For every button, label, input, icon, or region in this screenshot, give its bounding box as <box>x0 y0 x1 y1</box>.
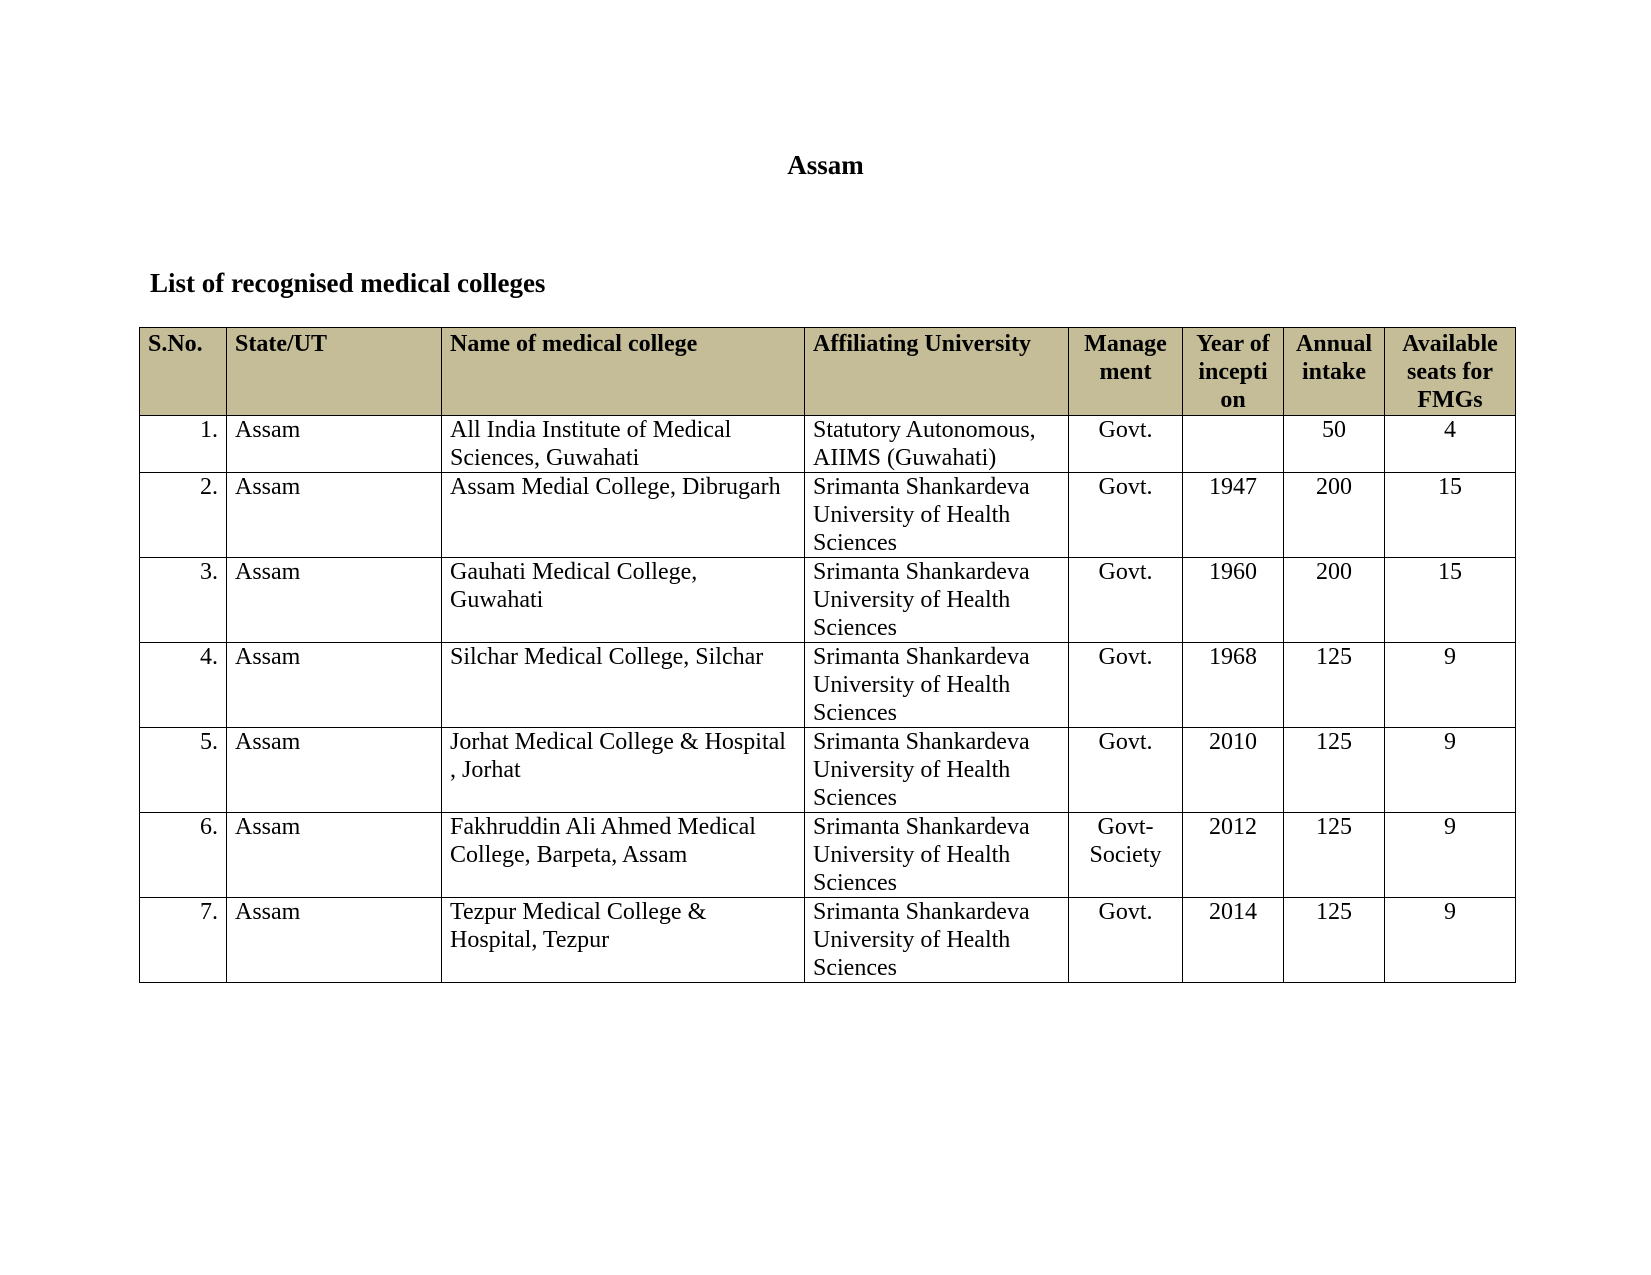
table-row <box>140 813 1516 898</box>
cell-college-name: Fakhruddin Ali Ahmed Medical College, Barpeta, Assam <box>442 813 805 898</box>
cell-year <box>1183 416 1284 473</box>
cell-university: Srimanta Shankardeva University of Health Sciences <box>805 728 1069 813</box>
cell-intake: 125 <box>1284 643 1385 728</box>
cell-intake: 125 <box>1284 813 1385 898</box>
table-row <box>140 558 1516 643</box>
cell-intake: 200 <box>1284 473 1385 558</box>
cell-year: 1947 <box>1183 473 1284 558</box>
cell-college-name: Silchar Medical College, Silchar <box>442 643 805 728</box>
cell-intake: 125 <box>1284 898 1385 983</box>
cell-state: Assam <box>227 898 442 983</box>
cell-seats: 9 <box>1385 728 1516 813</box>
table-row <box>140 416 1516 473</box>
header-college-name: Name of medical college <box>442 328 805 416</box>
header-year-of-inception: Year of incepti on <box>1183 328 1284 416</box>
cell-management: Govt. <box>1069 728 1183 813</box>
cell-seats: 9 <box>1385 643 1516 728</box>
cell-sno: 4. <box>140 643 227 728</box>
cell-state: Assam <box>227 643 442 728</box>
cell-college-name: Jorhat Medical College & Hospital , Jorhat <box>442 728 805 813</box>
cell-college-name: Assam Medial College, Dibrugarh <box>442 473 805 558</box>
cell-university: Srimanta Shankardeva University of Health Sciences <box>805 813 1069 898</box>
cell-year: 2010 <box>1183 728 1284 813</box>
cell-seats: 9 <box>1385 898 1516 983</box>
cell-seats: 9 <box>1385 813 1516 898</box>
cell-university: Srimanta Shankardeva University of Health Sciences <box>805 643 1069 728</box>
cell-intake: 200 <box>1284 558 1385 643</box>
cell-state: Assam <box>227 728 442 813</box>
cell-management: Govt. <box>1069 416 1183 473</box>
cell-sno: 1. <box>140 416 227 473</box>
cell-seats: 15 <box>1385 558 1516 643</box>
header-annual-intake: Annual intake <box>1284 328 1385 416</box>
cell-sno: 6. <box>140 813 227 898</box>
cell-management: Govt. <box>1069 473 1183 558</box>
header-state: State/UT <box>227 328 442 416</box>
cell-sno: 3. <box>140 558 227 643</box>
cell-college-name: Gauhati Medical College, Guwahati <box>442 558 805 643</box>
cell-year: 2012 <box>1183 813 1284 898</box>
cell-sno: 7. <box>140 898 227 983</box>
table-row <box>140 643 1516 728</box>
header-management: Manage ment <box>1069 328 1183 416</box>
cell-year: 1968 <box>1183 643 1284 728</box>
cell-seats: 4 <box>1385 416 1516 473</box>
cell-university: Srimanta Shankardeva University of Health Sciences <box>805 898 1069 983</box>
header-sno: S.No. <box>140 328 227 416</box>
cell-university: Srimanta Shankardeva University of Health Sciences <box>805 558 1069 643</box>
cell-management: Govt- Society <box>1069 813 1183 898</box>
cell-sno: 2. <box>140 473 227 558</box>
cell-management: Govt. <box>1069 558 1183 643</box>
table-row <box>140 898 1516 983</box>
header-available-seats: Available seats for FMGs <box>1385 328 1516 416</box>
section-heading: List of recognised medical colleges <box>150 268 546 298</box>
cell-state: Assam <box>227 813 442 898</box>
page-title: Assam <box>787 150 864 180</box>
cell-year: 1960 <box>1183 558 1284 643</box>
cell-state: Assam <box>227 558 442 643</box>
cell-management: Govt. <box>1069 898 1183 983</box>
header-affiliating-university: Affiliating University <box>805 328 1069 416</box>
cell-seats: 15 <box>1385 473 1516 558</box>
cell-management: Govt. <box>1069 643 1183 728</box>
table-header-row <box>140 328 1516 416</box>
cell-university: Statutory Autonomous, AIIMS (Guwahati) <box>805 416 1069 473</box>
cell-state: Assam <box>227 473 442 558</box>
cell-intake: 50 <box>1284 416 1385 473</box>
cell-college-name: Tezpur Medical College & Hospital, Tezpur <box>442 898 805 983</box>
cell-year: 2014 <box>1183 898 1284 983</box>
cell-university: Srimanta Shankardeva University of Health Sciences <box>805 473 1069 558</box>
table-row <box>140 473 1516 558</box>
table-row <box>140 728 1516 813</box>
cell-intake: 125 <box>1284 728 1385 813</box>
cell-college-name: All India Institute of Medical Sciences, Guwahati <box>442 416 805 473</box>
cell-sno: 5. <box>140 728 227 813</box>
medical-colleges-table <box>139 327 1516 983</box>
cell-state: Assam <box>227 416 442 473</box>
